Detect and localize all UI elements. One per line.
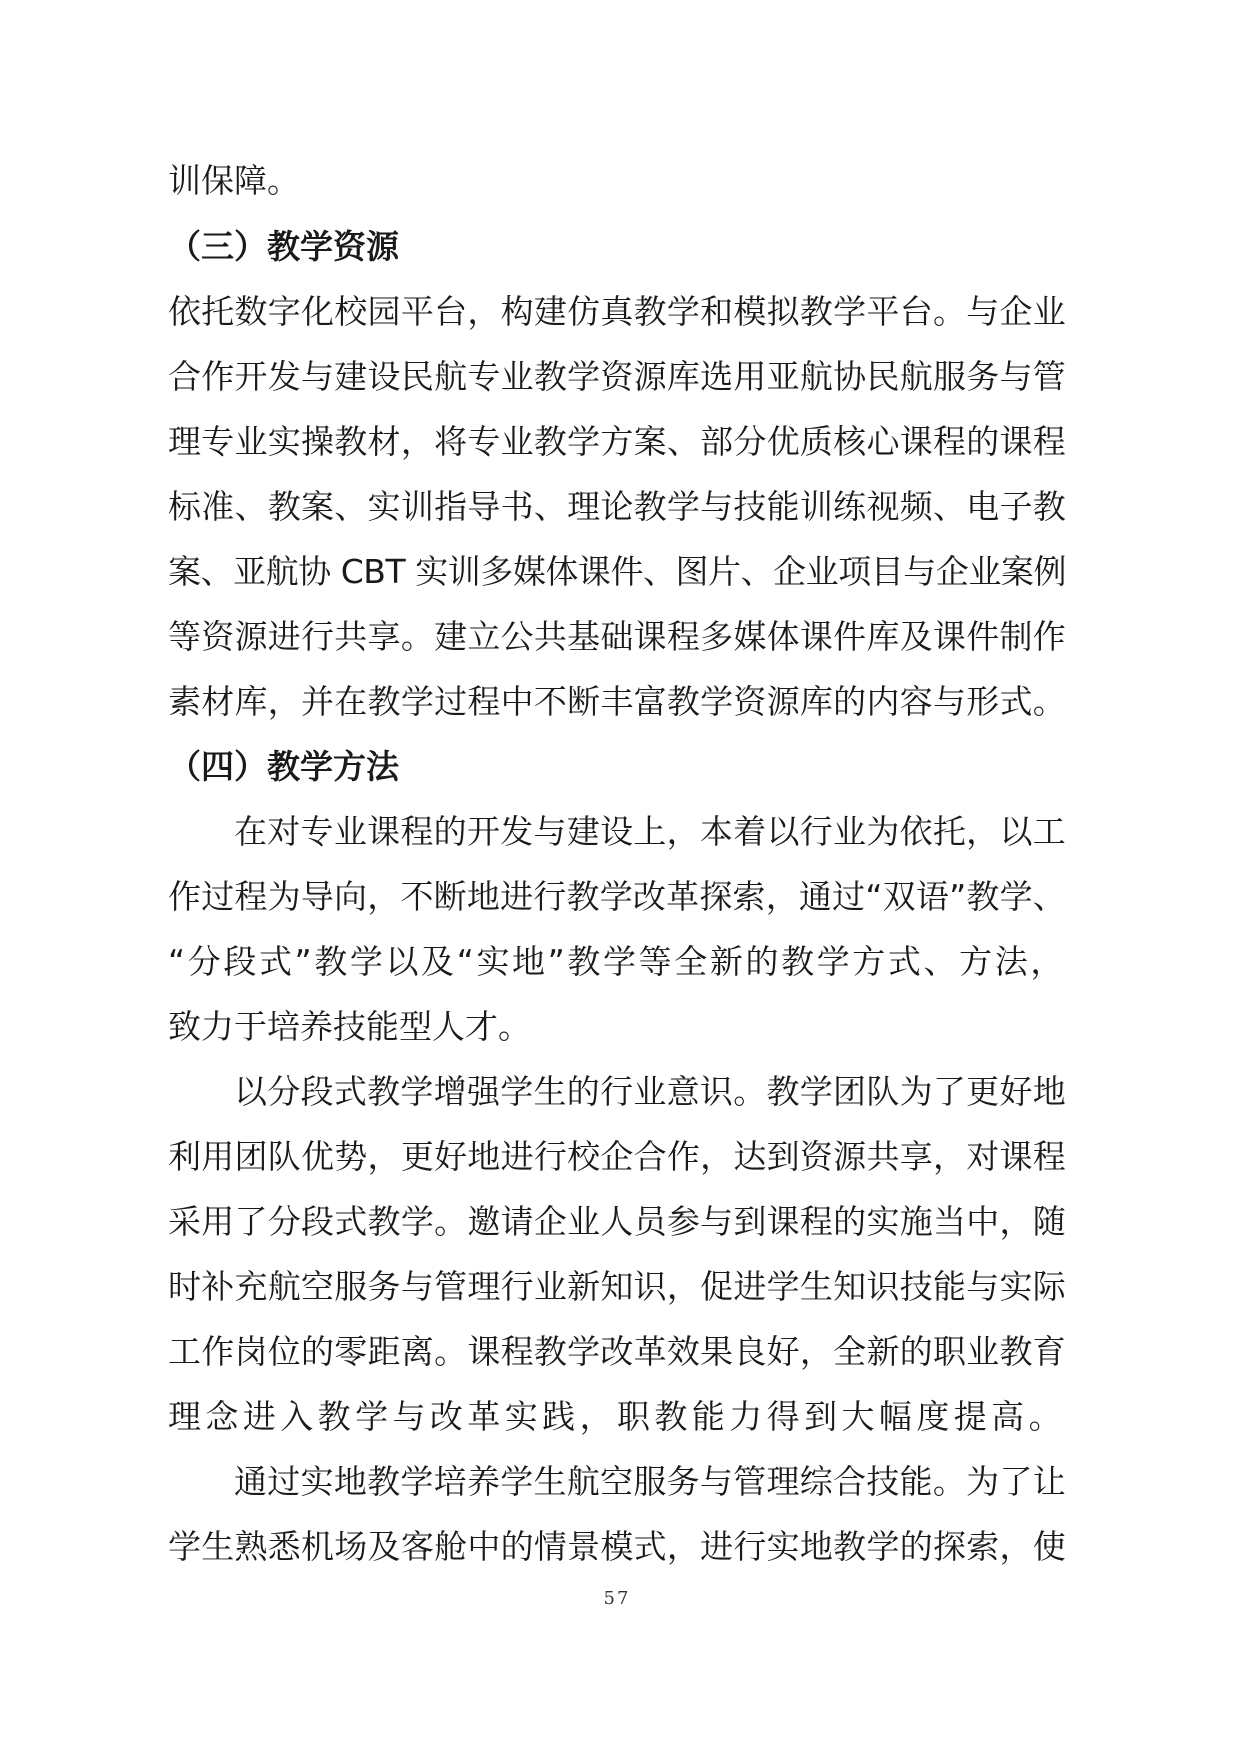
text-line-content: “分段式”教学以及“实地”教学等全新的教学方式、方法， — [168, 942, 1066, 981]
text-line-content: 学生熟悉机场及客舱中的情景模式，进行实地教学的探索，使 — [168, 1527, 1066, 1566]
text-line-content: 以分段式教学增强学生的行业意识。教学团队为了更好地 — [234, 1072, 1066, 1111]
text-line-content: 通过实地教学培养学生航空服务与管理综合技能。为了让 — [234, 1462, 1066, 1501]
text-line-content: 理专业实操教材，将专业教学方案、部分优质核心课程的课程 — [168, 422, 1066, 461]
text-line-content: 等资源进行共享。建立公共基础课程多媒体课件库及课件制作 — [168, 617, 1066, 656]
section-heading-text: （三）教学资源 — [168, 227, 399, 266]
text-line-content: 依托数字化校园平台，构建仿真教学和模拟教学平台。与企业 — [168, 292, 1066, 331]
section-heading-text: （四）教学方法 — [168, 747, 399, 786]
text-line-content: 训保障。 — [168, 161, 300, 200]
page-number: 57 — [603, 1588, 631, 1609]
text-line-content: 致力于培养技能型人才。 — [168, 1007, 531, 1046]
text-line-content: 合作开发与建设民航专业教学资源库选用亚航协民航服务与管 — [168, 357, 1066, 396]
text-line-content: 采用了分段式教学。邀请企业人员参与到课程的实施当中，随 — [168, 1202, 1066, 1241]
text-line-content: 作过程为导向，不断地进行教学改革探索，通过“双语”教学、 — [168, 877, 1066, 916]
text-line-content: 案、亚航协 CBT 实训多媒体课件、图片、企业项目与企业案例 — [168, 552, 1066, 591]
text-line-content: 利用团队优势，更好地进行校企合作，达到资源共享，对课程 — [168, 1137, 1066, 1176]
text-line-content: 在对专业课程的开发与建设上，本着以行业为依托，以工 — [234, 812, 1066, 851]
text-line-content: 标准、教案、实训指导书、理论教学与技能训练视频、电子教 — [168, 487, 1066, 526]
text-line-content: 理念进入教学与改革实践，职教能力得到大幅度提高。 — [168, 1397, 1066, 1436]
text-line-content: 素材库，并在教学过程中不断丰富教学资源库的内容与形式。 — [168, 682, 1066, 721]
text-line-content: 工作岗位的零距离。课程教学改革效果良好，全新的职业教育 — [168, 1332, 1066, 1371]
text-line-content: 时补充航空服务与管理行业新知识，促进学生知识技能与实际 — [168, 1267, 1066, 1306]
